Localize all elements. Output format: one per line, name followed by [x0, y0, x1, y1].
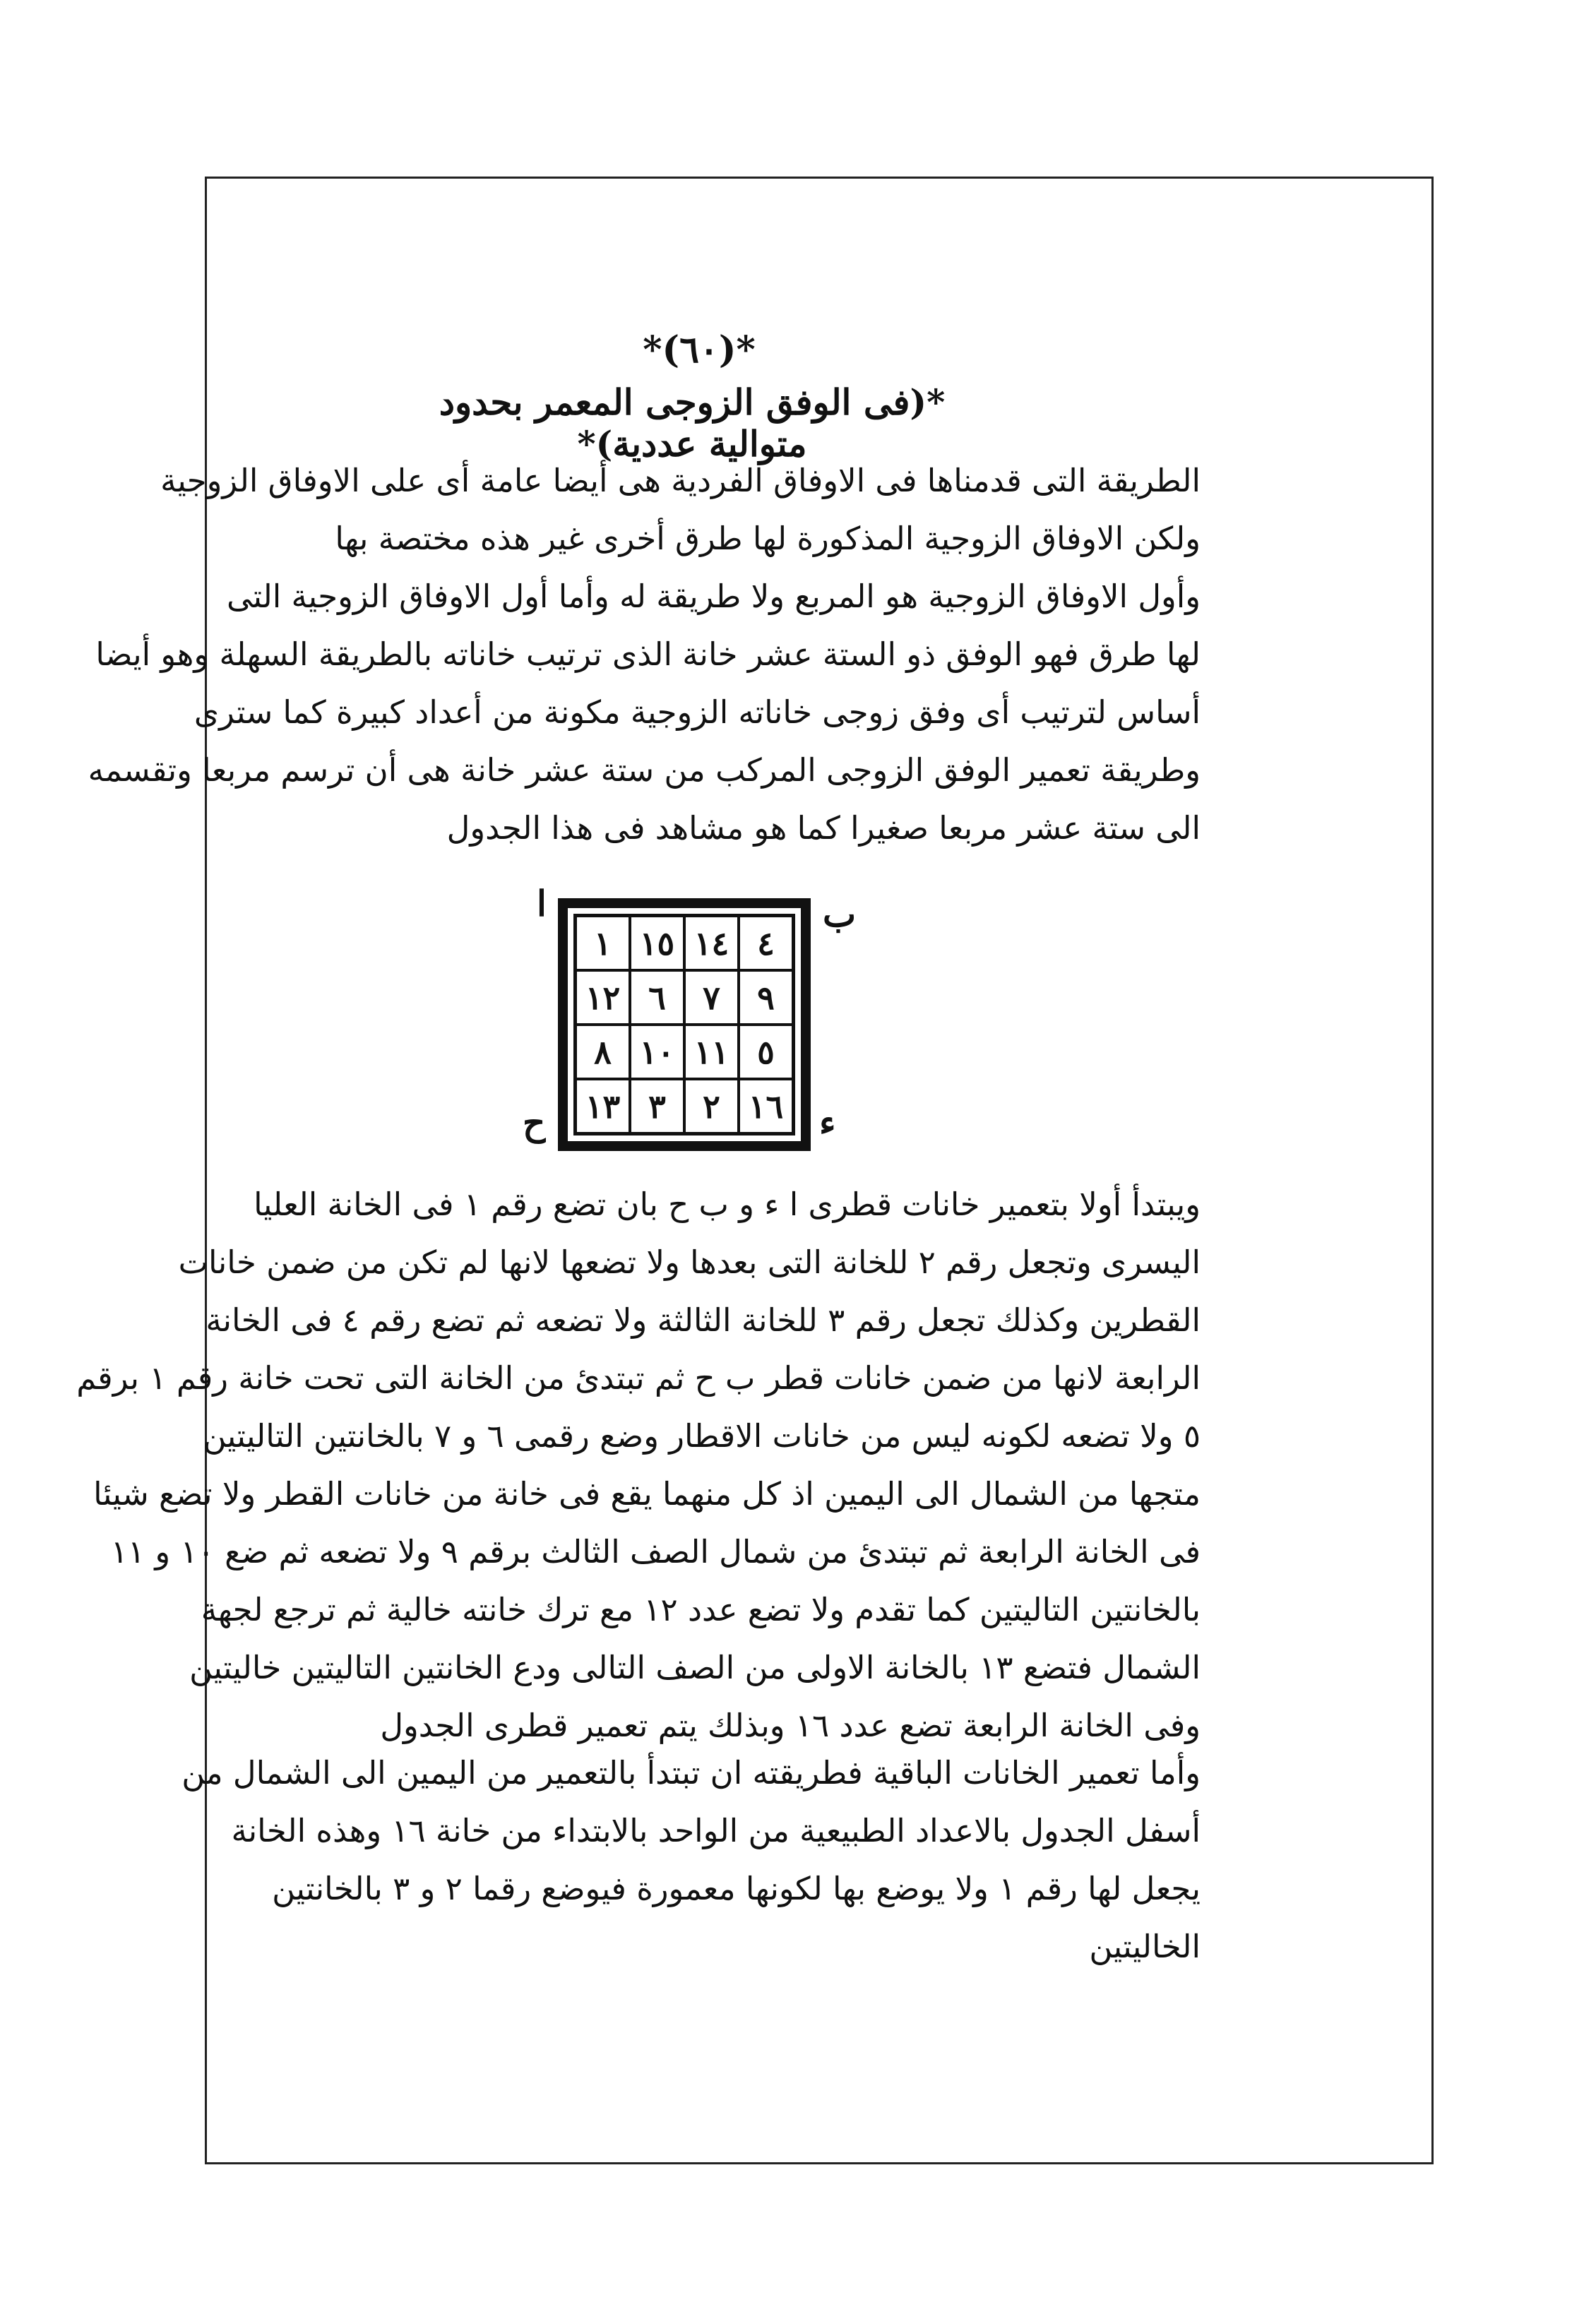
text-line: الرابعة لانها من ضمن خانات قطر ب ح ثم تبتدئ من الخانة التى تحت خانة رقم ١ برقم	[76, 1359, 1201, 1397]
text-line: الخاليتين	[1089, 1928, 1201, 1965]
grid-cell: ٤	[739, 916, 793, 970]
grid-cell: ٨	[576, 1025, 630, 1079]
text-line: اليسرى وتجعل رقم ٢ للخانة التى بعدها ولا تضعها لانها لم تكن من ضمن خانات	[178, 1244, 1201, 1281]
corner-label-bottom-left: ح	[523, 1102, 546, 1143]
magic-square-frame	[558, 898, 811, 1151]
text-line: وطريقة تعمير الوفق الزوجى المركب من ستة عشر خانة هى أن ترسم مربعا وتقسمه	[88, 751, 1201, 789]
corner-label-top-right: ب	[823, 893, 857, 935]
grid-cell: ١٦	[739, 1079, 793, 1133]
text-line: وأما تعمير الخانات الباقية فطريقته ان تبتدأ بالتعمير من اليمين الى الشمال من	[181, 1754, 1201, 1792]
grid-cell: ٦	[630, 970, 684, 1025]
grid-cell: ١٠	[630, 1025, 684, 1079]
text-line: ويبتدأ أولا بتعمير خانات قطرى ا ء و ب ح بان تضع رقم ١ فى الخانة العليا	[254, 1186, 1201, 1223]
page-number: *(٦٠)*	[643, 328, 756, 371]
magic-square-grid	[573, 914, 795, 1135]
grid-cell: ١٤	[684, 916, 739, 970]
grid-cell: ١١	[684, 1025, 739, 1079]
text-line: الطريقة التى قدمناها فى الاوفاق الفردية هى أيضا عامة أى على الاوفاق الزوجية	[160, 462, 1201, 499]
text-line: يجعل لها رقم ١ ولا يوضع بها لكونها معمورة فيوضع رقما ٢ و ٣ بالخانتين	[272, 1870, 1201, 1907]
grid-cell: ٥	[739, 1025, 793, 1079]
text-line: متجها من الشمال الى اليمين اذ كل منهما يقع فى خانة من خانات القطر ولا تضع شيئا	[93, 1475, 1201, 1513]
grid-cell: ١٣	[576, 1079, 630, 1133]
paragraph-intro	[88, 452, 1201, 857]
text-line: الى ستة عشر مربعا صغيرا كما هو مشاهد فى هذا الجدول	[446, 809, 1201, 847]
corner-label-top-left: ا	[537, 883, 547, 924]
grid-cell: ٧	[684, 970, 739, 1025]
grid-cell: ٩	[739, 970, 793, 1025]
corner-label-bottom-right: ء	[819, 1102, 836, 1143]
text-line: وأول الاوفاق الزوجية هو المربع ولا طريقة له وأما أول الاوفاق الزوجية التى	[226, 578, 1201, 615]
paragraph-diagonals	[76, 1176, 1201, 1755]
grid-cell: ٢	[684, 1079, 739, 1133]
text-line: وفى الخانة الرابعة تضع عدد ١٦ وبذلك يتم تعمير قطرى الجدول	[380, 1707, 1201, 1744]
text-line: أسفل الجدول بالاعداد الطبيعية من الواحد بالابتداء من خانة ١٦ وهذه الخانة	[231, 1812, 1201, 1849]
text-line: الشمال فتضع ١٣ بالخانة الاولى من الصف التالى ودع الخانتين التاليتين خاليتين	[189, 1649, 1201, 1686]
text-line: القطرين وكذلك تجعل رقم ٣ للخانة الثالثة ولا تضعه ثم تضع رقم ٤ فى الخانة	[206, 1301, 1201, 1339]
grid-cell: ٣	[630, 1079, 684, 1133]
text-line: ٥ ولا تضعه لكونه ليس من خانات الاقطار وضع رقمى ٦ و ٧ بالخانتين التاليتين	[203, 1417, 1201, 1455]
grid-cell: ١٢	[576, 970, 630, 1025]
text-line: فى الخانة الرابعة ثم تبتدئ من شمال الصف الثالث برقم ٩ ولا تضعه ثم ضع ١٠ و ١١	[110, 1533, 1201, 1570]
text-line: بالخانتين التاليتين كما تقدم ولا تضع عدد ١٢ مع ترك خانته خالية ثم ترجع لجهة	[201, 1591, 1201, 1628]
text-line: ولكن الاوفاق الزوجية المذكورة لها طرق أخرى غير هذه مختصة بها	[335, 520, 1201, 557]
section-heading: *(فى الوفق الزوجى المعمر بحدود متوالية عددية)*	[439, 381, 946, 465]
grid-cell: ١	[576, 916, 630, 970]
paragraph-remaining-cells	[181, 1744, 1201, 1976]
text-line: أساس لترتيب أى وفق زوجى خاناته الزوجية مكونة من أعداد كبيرة كما سترى	[193, 693, 1201, 731]
grid-cell: ١٥	[630, 916, 684, 970]
text-line: لها طرق فهو الوفق ذو الستة عشر خانة الذى ترتيب خاناته بالطريقة السهلة وهو أيضا	[95, 636, 1201, 673]
